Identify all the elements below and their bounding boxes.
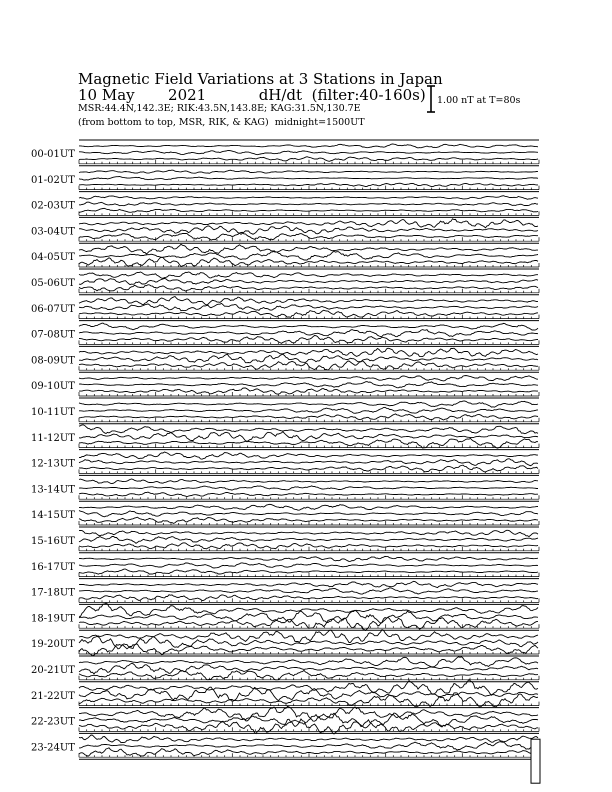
scale-bar bbox=[427, 86, 435, 112]
minute-ticks bbox=[79, 753, 539, 757]
trace-kag bbox=[79, 479, 538, 484]
hour-label: 04-05UT bbox=[31, 252, 75, 264]
trace-rik bbox=[79, 610, 538, 623]
trace-kag bbox=[79, 401, 538, 407]
quantity-label: dH/dt bbox=[258, 86, 303, 104]
hour-label: 06-07UT bbox=[31, 303, 75, 315]
minute-ticks bbox=[79, 289, 539, 293]
trace-rik bbox=[79, 742, 538, 750]
midnight-note: midnight=1500UT bbox=[274, 117, 365, 128]
trace-msr bbox=[79, 517, 538, 523]
scale-bar-label: 1.00 nT at T=80s bbox=[437, 95, 521, 106]
trace-rik bbox=[79, 278, 538, 284]
minute-ticks bbox=[79, 495, 539, 499]
trace-kag bbox=[79, 504, 538, 510]
trace-msr bbox=[79, 543, 538, 549]
stations-line: MSR:44.4N,142.3E; RIK:43.5N,143.8E; KAG:31.5N,130.7E bbox=[78, 103, 361, 114]
hour-panel bbox=[31, 372, 539, 396]
trace-rik bbox=[79, 151, 538, 155]
trace-kag bbox=[79, 144, 538, 148]
minute-ticks bbox=[79, 211, 539, 215]
hour-panel bbox=[31, 217, 539, 241]
trace-kag bbox=[79, 196, 538, 200]
date-month: May bbox=[101, 86, 135, 104]
hour-panel bbox=[31, 450, 539, 474]
trace-rik bbox=[79, 663, 538, 674]
filter-label: (filter:40-160s) bbox=[311, 86, 426, 104]
hour-panel bbox=[31, 346, 539, 370]
hour-label: 12-13UT bbox=[31, 458, 75, 470]
hour-label: 13-14UT bbox=[31, 484, 75, 496]
trace-kag bbox=[79, 603, 538, 616]
hour-panel bbox=[31, 166, 539, 190]
trace-kag bbox=[79, 630, 538, 643]
trace-kag bbox=[79, 657, 538, 667]
overflow-marker bbox=[531, 739, 540, 783]
trace-kag bbox=[79, 219, 538, 228]
minute-ticks bbox=[79, 315, 539, 319]
minute-ticks bbox=[79, 340, 539, 344]
hour-panel bbox=[31, 527, 539, 551]
hour-panels bbox=[31, 140, 540, 783]
hour-label: 03-04UT bbox=[31, 226, 75, 238]
hour-panel bbox=[31, 192, 539, 216]
hour-label: 08-09UT bbox=[31, 355, 75, 367]
hour-label: 05-06UT bbox=[31, 278, 75, 289]
hour-label: 16-17UT bbox=[31, 561, 75, 573]
date-day: 10 bbox=[78, 86, 98, 104]
hour-label: 07-08UT bbox=[31, 329, 75, 341]
minute-ticks bbox=[79, 263, 539, 267]
trace-kag bbox=[79, 556, 538, 561]
trace-kag bbox=[79, 735, 538, 743]
trace-msr bbox=[79, 232, 538, 240]
trace-msr bbox=[79, 492, 538, 497]
hour-panel bbox=[31, 475, 539, 499]
hour-panel bbox=[31, 579, 539, 603]
trace-kag bbox=[79, 425, 538, 434]
hour-label: 01-02UT bbox=[31, 174, 75, 186]
trace-rik bbox=[79, 563, 538, 568]
trace-kag bbox=[79, 272, 538, 278]
trace-rik bbox=[79, 537, 538, 544]
trace-kag bbox=[79, 170, 538, 173]
trace-rik bbox=[79, 354, 538, 363]
hour-label: 20-21UT bbox=[31, 665, 75, 676]
hour-label: 14-15UT bbox=[31, 510, 75, 522]
hour-panel bbox=[31, 269, 539, 293]
hour-panel bbox=[31, 706, 539, 734]
hour-panel bbox=[31, 656, 539, 680]
minute-ticks bbox=[79, 418, 539, 422]
trace-kag bbox=[79, 581, 538, 587]
minute-ticks bbox=[79, 521, 539, 525]
trace-msr bbox=[79, 336, 538, 344]
hour-label: 19-20UT bbox=[31, 639, 75, 651]
trace-rik bbox=[79, 407, 538, 413]
order-note: (from bottom to top, MSR, RIK, & KAG) bbox=[78, 117, 269, 128]
trace-kag bbox=[79, 452, 538, 459]
trace-msr bbox=[79, 285, 538, 291]
trace-rik bbox=[79, 382, 538, 388]
trace-rik bbox=[79, 202, 538, 206]
trace-kag bbox=[79, 323, 538, 330]
hour-label: 21-22UT bbox=[31, 690, 75, 702]
hour-label: 17-18UT bbox=[31, 587, 75, 599]
trace-msr bbox=[79, 183, 538, 186]
hour-panel bbox=[31, 295, 539, 319]
trace-rik bbox=[79, 251, 538, 260]
minute-ticks bbox=[79, 676, 539, 680]
hour-panel bbox=[31, 680, 539, 708]
trace-msr bbox=[79, 157, 538, 162]
hour-label: 00-01UT bbox=[31, 149, 75, 160]
trace-kag bbox=[79, 530, 538, 536]
hour-panel bbox=[31, 603, 539, 631]
minute-ticks bbox=[79, 160, 539, 164]
hour-panel bbox=[31, 630, 539, 656]
date-year: 2021 bbox=[168, 86, 207, 104]
trace-msr bbox=[79, 748, 538, 756]
trace-rik bbox=[79, 177, 538, 181]
minute-ticks bbox=[79, 186, 539, 190]
hour-label: 02-03UT bbox=[31, 200, 75, 212]
trace-rik bbox=[79, 330, 538, 337]
hour-label: 09-10UT bbox=[31, 381, 75, 393]
hour-panel bbox=[31, 424, 539, 448]
trace-msr bbox=[79, 414, 538, 420]
hour-panel bbox=[31, 140, 539, 164]
hour-label: 15-16UT bbox=[31, 536, 75, 547]
trace-rik bbox=[79, 511, 538, 517]
hour-panel bbox=[31, 398, 539, 422]
trace-rik bbox=[79, 588, 538, 594]
minute-ticks bbox=[79, 392, 539, 396]
hour-panel bbox=[31, 733, 539, 757]
hour-panel bbox=[31, 243, 539, 267]
trace-msr bbox=[79, 388, 538, 394]
trace-rik bbox=[79, 459, 538, 466]
trace-rik bbox=[79, 226, 538, 234]
hour-label: 10-11UT bbox=[31, 407, 75, 418]
trace-msr bbox=[79, 595, 538, 601]
hour-label: 18-19UT bbox=[31, 613, 75, 625]
trace-msr bbox=[79, 569, 538, 574]
hour-panel bbox=[31, 553, 539, 577]
hour-panel bbox=[31, 321, 539, 345]
trace-rik bbox=[79, 432, 538, 442]
trace-msr bbox=[79, 310, 538, 317]
hour-label: 23-24UT bbox=[31, 742, 75, 754]
hour-label: 11-12UT bbox=[31, 432, 75, 444]
hour-label: 22-23UT bbox=[31, 716, 75, 728]
hour-panel bbox=[31, 501, 539, 525]
trace-rik bbox=[79, 486, 538, 490]
trace-kag bbox=[79, 244, 538, 254]
trace-msr bbox=[79, 465, 538, 472]
trace-msr bbox=[79, 208, 538, 212]
chart-title: Magnetic Field Variations at 3 Stations in Japan bbox=[78, 70, 443, 88]
minute-ticks bbox=[79, 702, 539, 706]
trace-kag bbox=[79, 348, 538, 356]
trace-kag bbox=[79, 376, 538, 381]
trace-rik bbox=[79, 303, 538, 310]
